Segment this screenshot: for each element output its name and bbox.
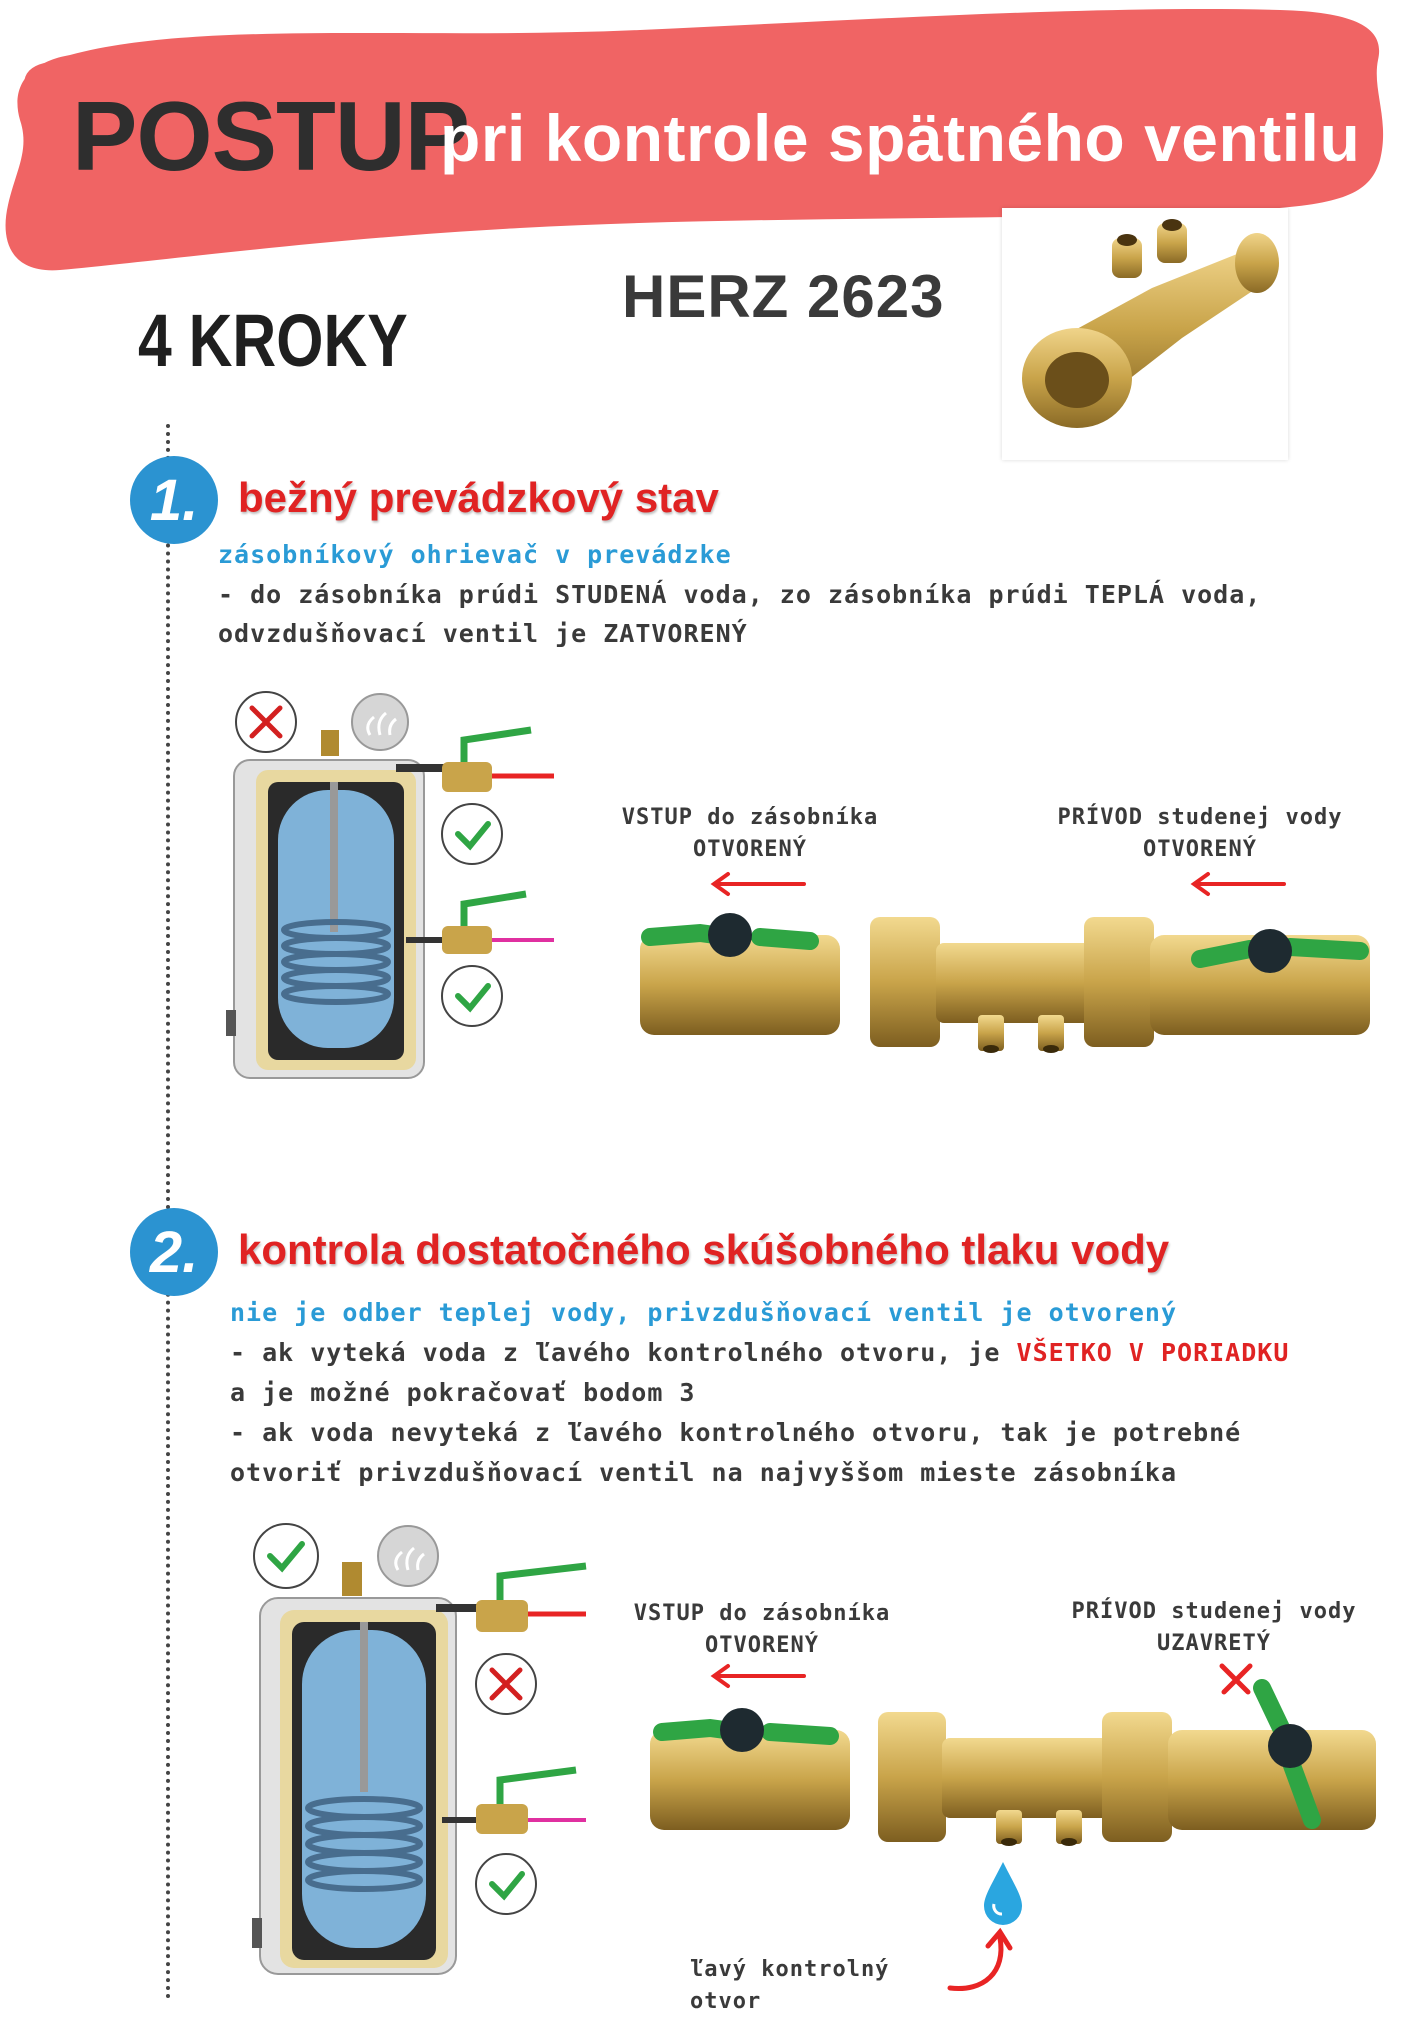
open-check-icon <box>476 1854 536 1914</box>
steps-count: 4 KROKY <box>138 299 408 382</box>
closed-x-icon <box>236 692 296 752</box>
step-1-valve-assembly <box>640 905 1380 1055</box>
air-vent-icon <box>378 1526 438 1586</box>
open-check-icon <box>442 966 502 1026</box>
step-1-number: 1. <box>130 456 218 544</box>
step-2-inlet-label <box>612 1598 912 1662</box>
model-name: HERZ 2623 <box>622 263 945 330</box>
step-1-inlet-label <box>600 802 900 866</box>
step-2-supply-label <box>1054 1596 1374 1660</box>
step-2-line-3: - ak voda nevyteká z ľavého kontrolného otvoru, tak je potrebné <box>230 1418 1242 1447</box>
brass-fitting-image <box>1002 208 1288 460</box>
open-check-icon <box>442 804 502 864</box>
step-2-line-1 <box>230 1338 1289 1367</box>
step-1-title: bežný prevádzkový stav <box>238 474 719 521</box>
step-2-valve-assembly <box>650 1700 1380 1850</box>
step-1-subtitle: zásobníkový ohrievač v prevádzke <box>218 540 732 569</box>
flow-arrow-left-icon <box>706 872 806 896</box>
flow-arrow-left-icon <box>1186 872 1286 896</box>
water-drop-icon <box>980 1860 1026 1926</box>
step-2-line-4: otvoriť privzdušňovací ventil na najvyššom mieste zásobníka <box>230 1458 1178 1487</box>
step-2-line-1-text: - ak vyteká voda z ľavého kontrolného otvoru, je <box>230 1338 1017 1367</box>
supply-label-state: OTVORENÝ <box>1143 837 1257 862</box>
step-2-number: 2. <box>130 1208 218 1296</box>
page-subtitle: pri kontrole spätného ventilu <box>440 101 1361 175</box>
closed-x-mark-icon <box>1216 1658 1256 1698</box>
left-port-label: ľavý kontrolný otvor <box>690 1957 890 2014</box>
air-vent-icon <box>352 694 408 750</box>
vent-valve <box>321 730 339 756</box>
inlet-label-text: VSTUP do zásobníka <box>621 805 879 830</box>
supply-label-text: PRÍVOD studenej vody <box>1057 805 1343 830</box>
step-2-boiler-diagram <box>246 1518 606 1978</box>
step-1-line-1: - do zásobníka prúdi STUDENÁ voda, zo zásobníka prúdi TEPLÁ voda, <box>218 580 1262 609</box>
open-check-icon <box>254 1524 318 1588</box>
step-1-boiler-diagram <box>226 690 566 1080</box>
step-2-ok-highlight: VŠETKO V PORIADKU <box>1016 1338 1290 1367</box>
inlet-label-state: OTVORENÝ <box>693 837 807 862</box>
inlet-label-state: OTVORENÝ <box>705 1633 819 1658</box>
step-1-line-2: odvzdušňovací ventil je ZATVORENÝ <box>218 619 748 648</box>
step-2-title: kontrola dostatočného skúšobného tlaku vody <box>238 1226 1170 1273</box>
product-photo <box>1002 208 1288 460</box>
step-2-line-2: a je možné pokračovať bodom 3 <box>230 1378 696 1407</box>
supply-label-state: UZAVRETÝ <box>1157 1631 1271 1656</box>
vent-valve <box>342 1562 362 1596</box>
closed-x-icon <box>476 1654 536 1714</box>
inlet-label-text: VSTUP do zásobníka <box>633 1601 891 1626</box>
step-2-subtitle: nie je odber teplej vody, privzdušňovací ventil je otvorený <box>230 1298 1178 1327</box>
supply-label-text: PRÍVOD studenej vody <box>1071 1599 1357 1624</box>
step-1-supply-label <box>1040 802 1360 866</box>
page-title: POSTUP <box>72 81 469 191</box>
flow-arrow-left-icon <box>706 1664 806 1688</box>
